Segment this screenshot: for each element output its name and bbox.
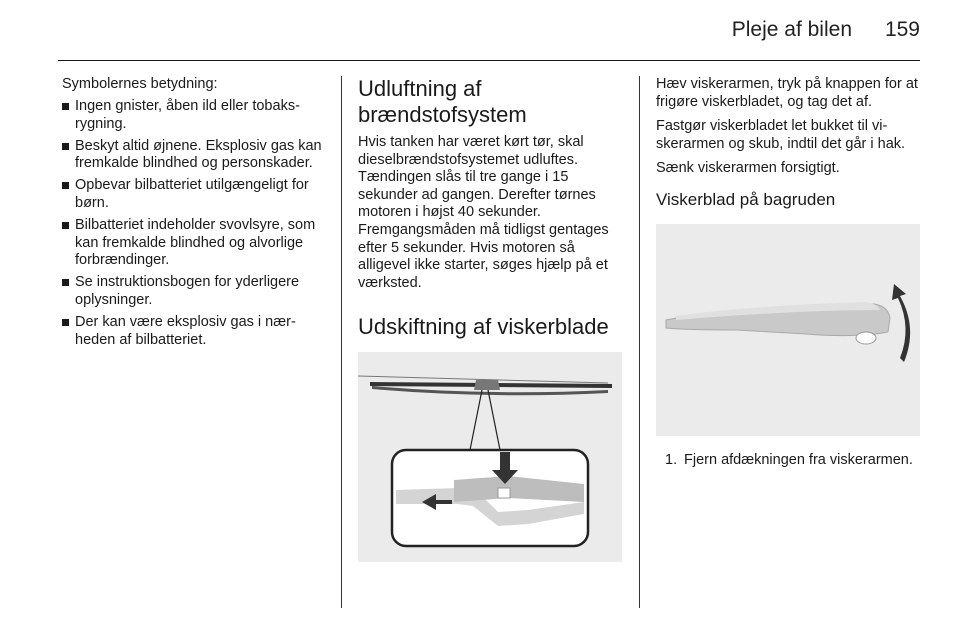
header-title: Pleje af bilen [731, 18, 852, 41]
column-middle [358, 76, 624, 562]
column-right [656, 76, 922, 470]
page-header [0, 0, 960, 60]
wiper-step-text-3: Sænk viskerarmen forsigtigt. [656, 160, 840, 177]
list-item: Ingen gnister, åben ild eller tobaksrygning. [62, 98, 328, 133]
wiper-step-text-1: Hæv viskerarmen, tryk på knappen for at frigøre viskerbladet, og tag det af. [656, 76, 918, 110]
column-divider-1 [341, 76, 342, 608]
header-rule [58, 60, 920, 61]
list-item: Beskyt altid øjnene. Eksplosiv gas kan fremkalde blindhed og personskader. [62, 138, 328, 173]
step-text: Fjern afdækningen fra viskerarmen. [684, 451, 913, 468]
list-item [656, 452, 922, 470]
symbols-intro: Symbolernes betydning: [62, 76, 218, 92]
section-heading-fuel-bleed: Udluftning af brændstofsystem [358, 76, 527, 127]
column-divider-2 [639, 76, 640, 608]
list-item: Der kan være eksplosiv gas i nærheden af bilbatteriet. [62, 314, 328, 349]
wiper-step-text-2: Fastgør viskerbladet let bukket til viskerarmen og skub, indtil det går i hak. [656, 118, 906, 152]
wiper-blade-illustration [358, 352, 622, 562]
section-heading-wiper-replacement: Udskiftning af viskerblade [358, 314, 609, 340]
step-number: 1. [665, 451, 678, 468]
subheading-rear-wiper: Viskerblad på bagruden [656, 189, 836, 209]
fuel-bleed-text: Hvis tanken har været kørt tør, skal dieselbrændstofsystemet udluftes. Tændingen slås til tre gange i 15 sekunder ad gangen. Derefter tørnes motoren i højst 40 sekunder. Fremgangsmåden må tidligst gentages efter 5 sekunder. Hvis motoren så alligevel ikke starter, søges hjælp på et værksted. [358, 134, 609, 291]
rear-wiper-illustration [656, 224, 920, 436]
column-left [62, 76, 328, 349]
list-item: Se instruktionsbogen for yderligere oplysninger. [62, 274, 328, 309]
list-item: Bilbatteriet indeholder svovlsyre, som kan fremkalde blindhed og alvorlige forbrændinger. [62, 217, 328, 270]
page-number: 159 [884, 18, 920, 41]
wiper-blade-diagram [358, 352, 622, 562]
list-item: Opbevar bilbatteriet utilgængeligt for børn. [62, 177, 328, 212]
rear-wiper-steps [656, 452, 922, 470]
symbols-list [62, 98, 328, 349]
rear-wiper-diagram [656, 224, 920, 436]
